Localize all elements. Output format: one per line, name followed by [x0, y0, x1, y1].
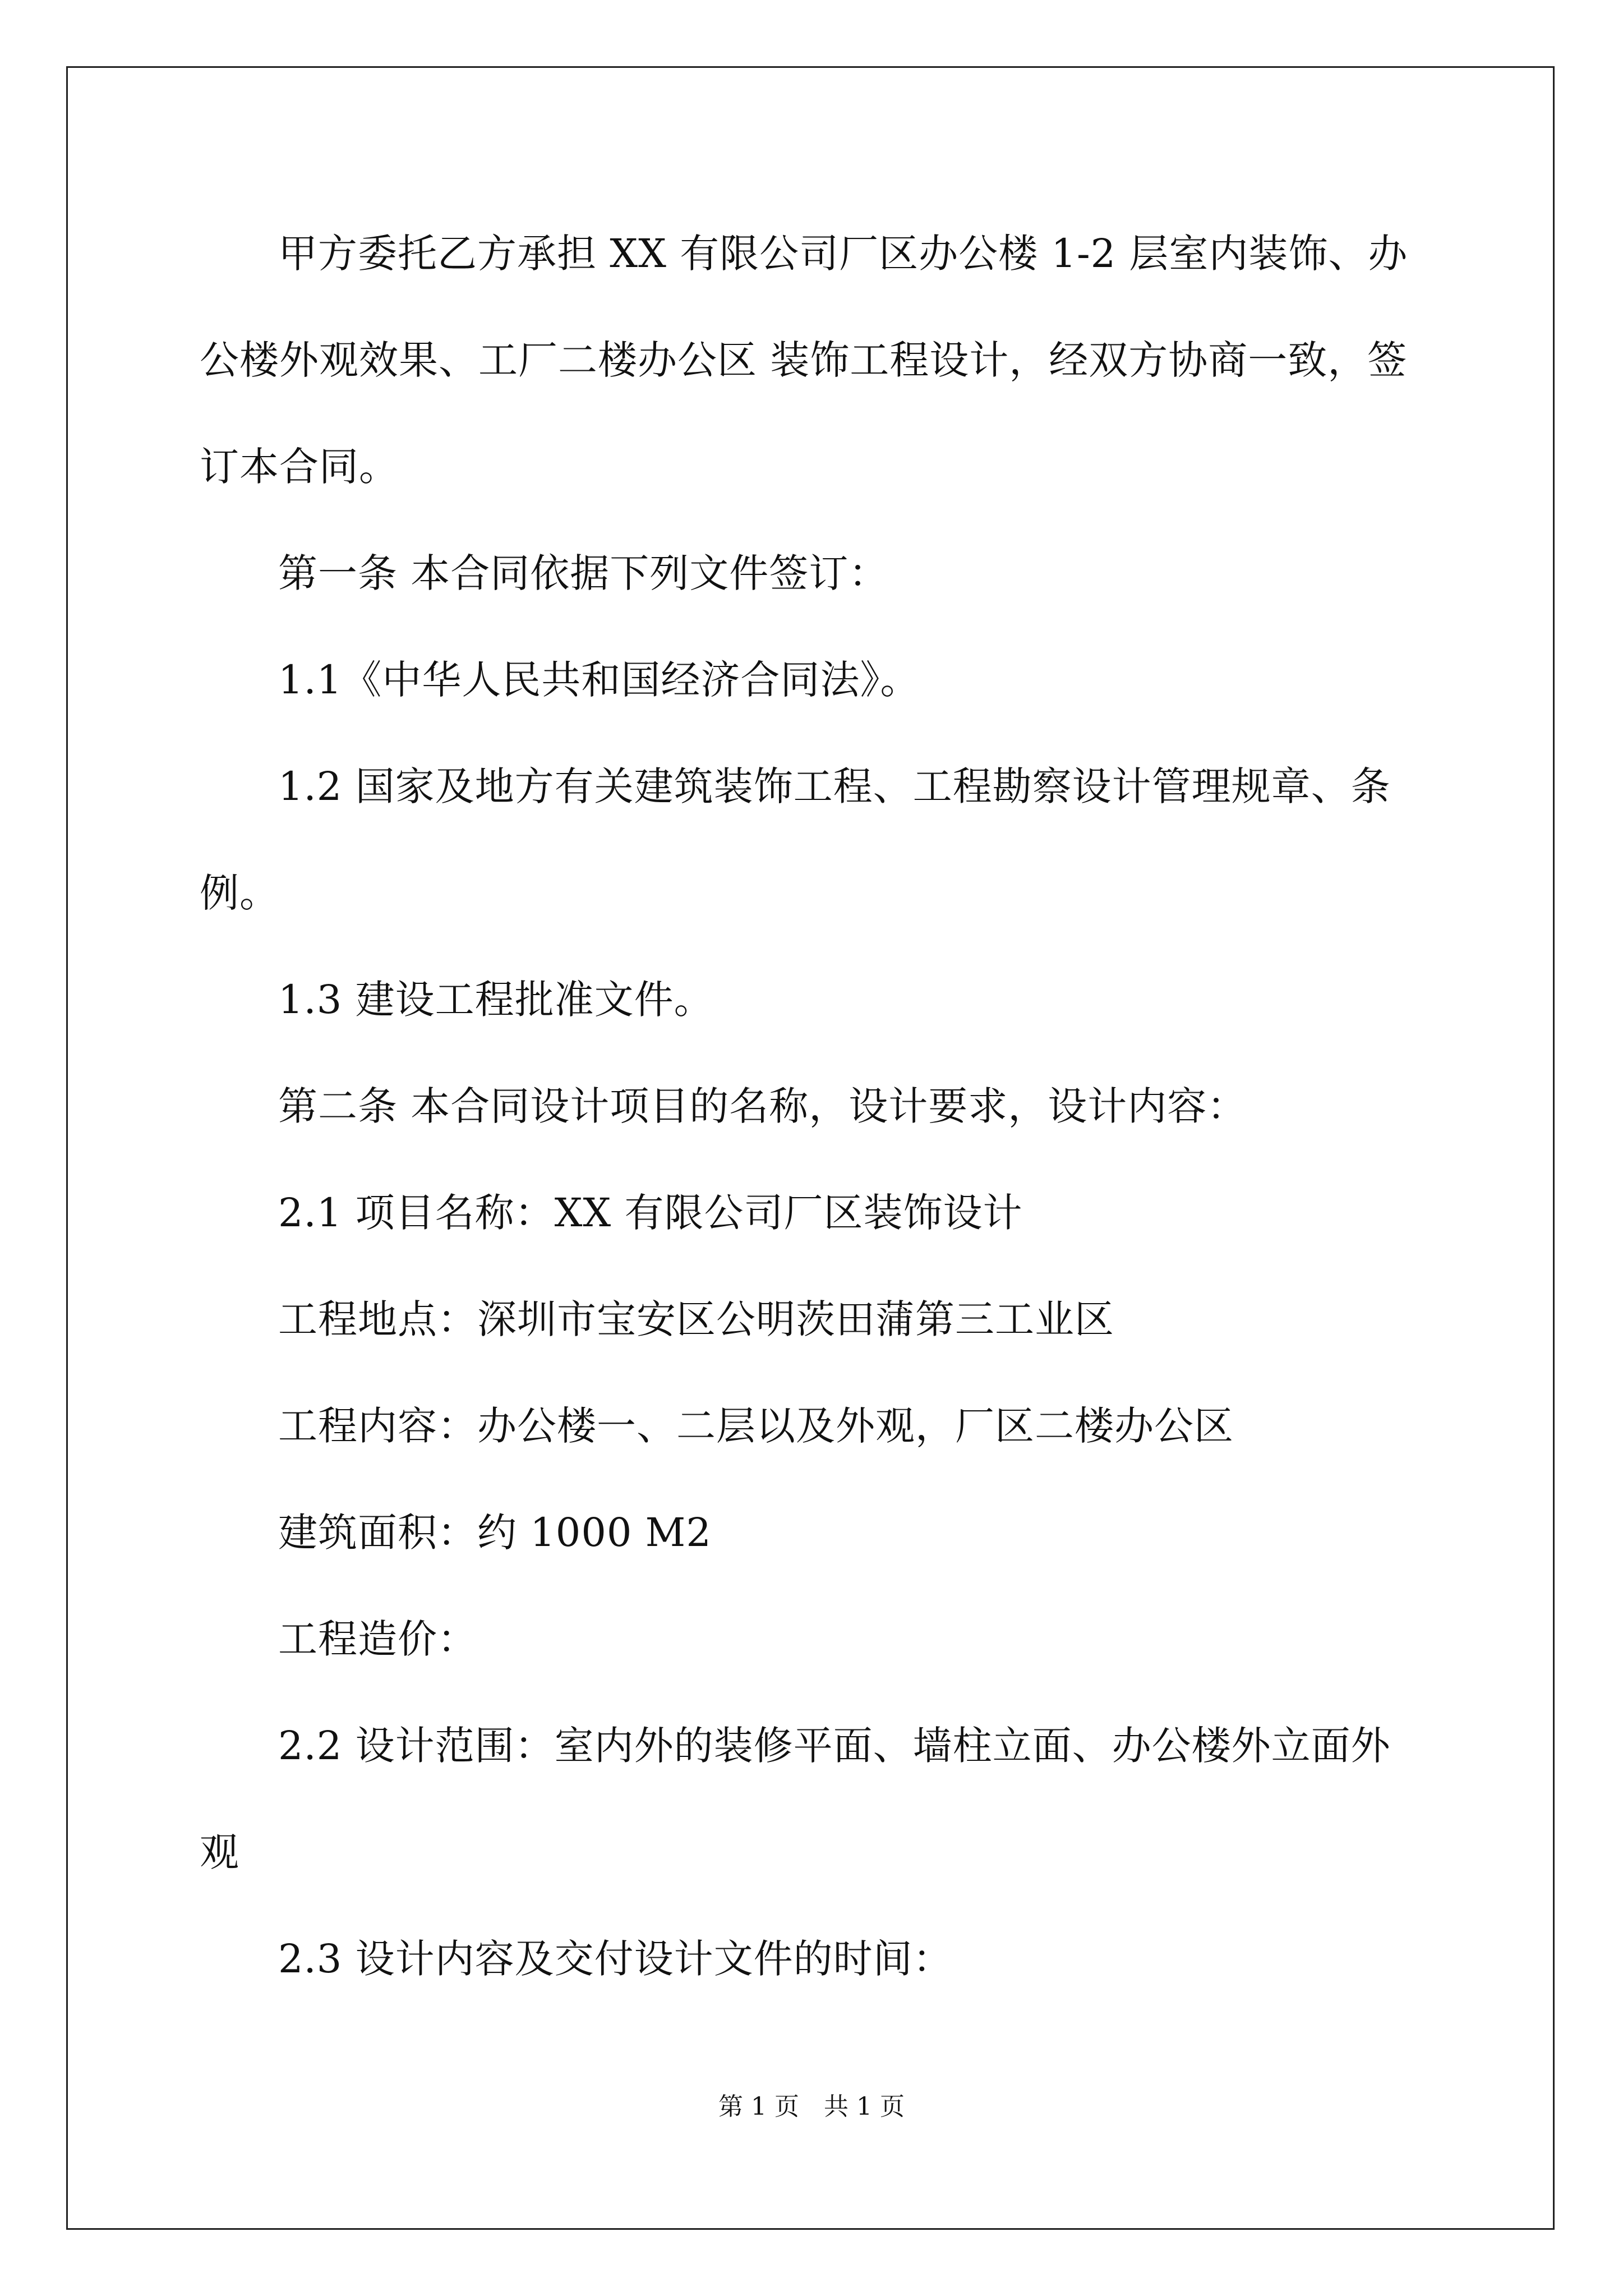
clause-1-2-line-2: 例。: [200, 870, 279, 916]
article-2-heading: 第二条 本合同设计项目的名称，设计要求，设计内容：: [278, 1083, 1247, 1129]
clause-1-1: 1.1《中华人民共和国经济合同法》。: [278, 657, 920, 703]
intro-text-1: 甲方委托乙方承担 XX 有限公司厂区办公楼 1-2 层室内装饰、办: [278, 231, 1408, 277]
project-cost: 工程造价：: [278, 1616, 477, 1662]
clause-1-2-line-1: 1.2 国家及地方有关建筑装饰工程、工程勘察设计管理规章、条: [278, 763, 1391, 809]
article-1-heading: 第一条 本合同依据下列文件签订：: [278, 550, 889, 596]
building-area: 建筑面积：约 1000 M2: [278, 1510, 712, 1556]
paragraph-intro-line-3: 订本合同。: [200, 444, 399, 490]
clause-2-3: 2.3 设计内容及交付设计文件的时间：: [278, 1936, 953, 1982]
clause-2-2-line-2: 观: [200, 1829, 239, 1875]
paragraph-intro-line-2: 公楼外观效果、工厂二楼办公区 装饰工程设计，经双方协商一致，签: [200, 337, 1408, 383]
page-footer: 第 1 页 共 1 页: [718, 2092, 905, 2121]
page-border: [66, 66, 1555, 2230]
paragraph-intro-line-1: [200, 231, 1408, 276]
clause-1-3: 1.3 建设工程批准文件。: [278, 977, 714, 1023]
clause-2-2-line-1: 2.2 设计范围：室内外的装修平面、墙柱立面、办公楼外立面外: [278, 1723, 1391, 1769]
project-content: 工程内容：办公楼一、二层以及外观，厂区二楼办公区: [278, 1403, 1234, 1449]
clause-2-1-project-name: 2.1 项目名称：XX 有限公司厂区装饰设计: [278, 1190, 1023, 1236]
project-location: 工程地点：深圳市宝安区公明茨田蒲第三工业区: [278, 1296, 1114, 1342]
